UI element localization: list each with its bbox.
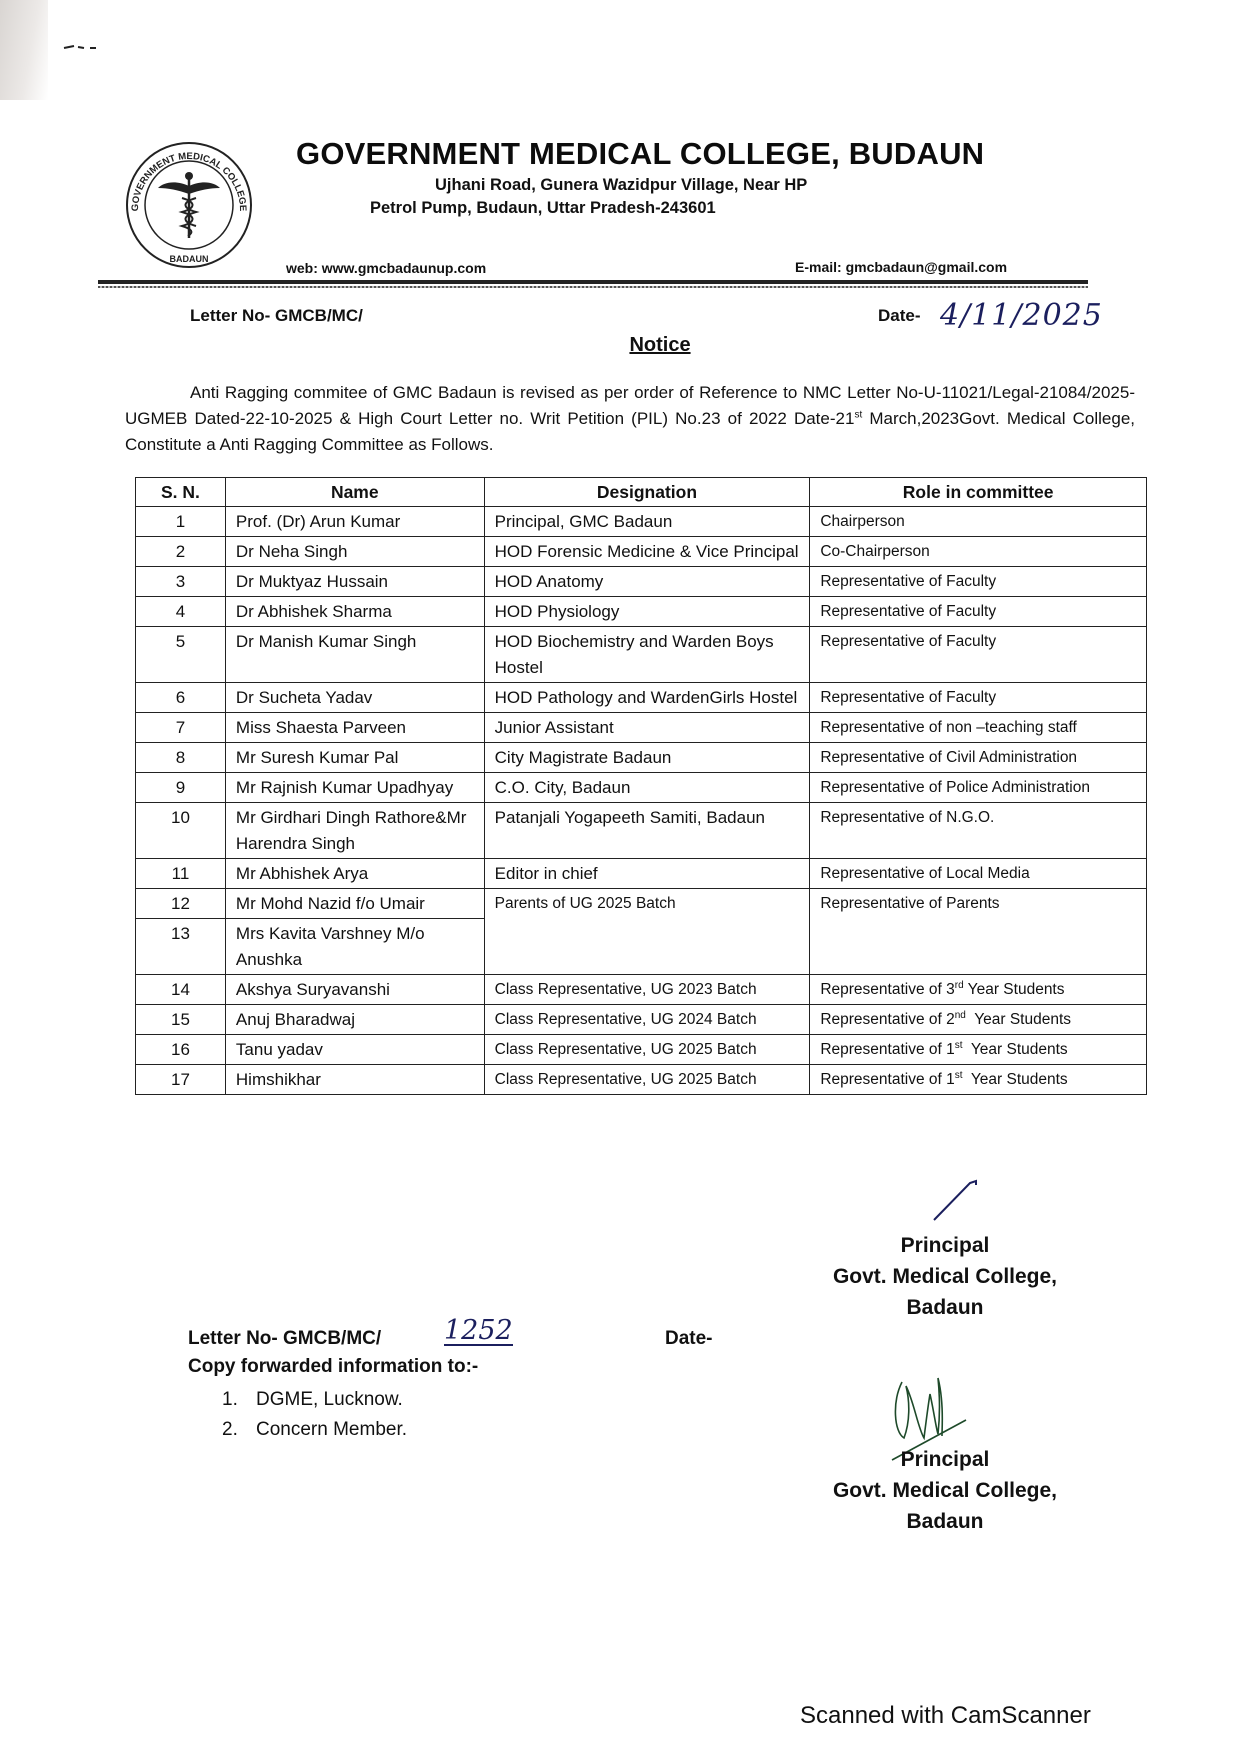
college-name: GOVERNMENT MEDICAL COLLEGE, BUDAUN [296,136,985,171]
table-row [136,713,1147,743]
header-role: Role in committee [810,478,1147,507]
cell-designation: Principal, GMC Badaun [484,507,810,537]
cell-name: Himshikhar [225,1065,484,1095]
cell-name: Dr Abhishek Sharma [225,597,484,627]
table-row [136,507,1147,537]
cell-sn: 12 [136,889,226,919]
cell-sn: 15 [136,1005,226,1035]
cell-role: Representative of 1st Year Students [810,1065,1147,1095]
table-row [136,743,1147,773]
header-designation: Designation [484,478,810,507]
cell-role: Representative of non –teaching staff [810,713,1147,743]
cell-sn: 3 [136,567,226,597]
table-row [136,1065,1147,1095]
notice-title: Notice [629,334,691,356]
cell-name: Mr Mohd Nazid f/o Umair [225,889,484,919]
table-header-row [136,478,1147,507]
table-row [136,859,1147,889]
intro-superscript: st [854,409,863,421]
cell-designation: HOD Anatomy [484,567,810,597]
cell-designation: HOD Physiology [484,597,810,627]
cell-designation: Class Representative, UG 2025 Batch [484,1035,810,1065]
svg-text:BADAUN: BADAUN [169,254,209,264]
cell-designation: Parents of UG 2025 Batch [484,889,810,975]
camscanner-watermark: Scanned with CamScanner [800,1702,1091,1729]
table-row [136,803,1147,859]
signatory-title: Principal [900,1234,990,1257]
cell-role: Co-Chairperson [810,537,1147,567]
cell-name: Mr Suresh Kumar Pal [225,743,484,773]
cell-role: Representative of 1st Year Students [810,1035,1147,1065]
cell-name: Miss Shaesta Parveen [225,713,484,743]
cell-name: Dr Manish Kumar Singh [225,627,484,683]
cell-sn: 4 [136,597,226,627]
intro-text-1: Anti Ragging commitee of GMC Badaun is revised as per order of Reference to NMC Letter No-U-11021/Legal-21084/2025-UGMEB Dated-22-10-2025 & High Court Letter no. Writ Petition (PIL) No.23 of 2022 Date-21 [125,383,1135,428]
letterhead-divider-thin [98,286,1088,288]
cell-sn: 7 [136,713,226,743]
principal-signature-block-1 [815,1230,1075,1323]
table-row [136,683,1147,713]
cell-designation: Class Representative, UG 2023 Batch [484,975,810,1005]
cell-sn: 2 [136,537,226,567]
cell-role: Representative of Parents [810,889,1147,975]
cell-sn: 10 [136,803,226,859]
header-name: Name [225,478,484,507]
letterhead-divider [98,280,1088,284]
signatory-place: Badaun [906,1296,984,1319]
signatory-org: Govt. Medical College, [832,1265,1058,1288]
principal-signature-block-2 [815,1444,1075,1537]
cell-role: Representative of 2nd Year Students [810,1005,1147,1035]
cell-name: Mr Rajnish Kumar Upadhyay [225,773,484,803]
forward-recipient-list [222,1385,407,1445]
forward-date-label: Date- [665,1328,713,1349]
cell-sn: 13 [136,919,226,975]
list-item: 2. Concern Member. [222,1419,408,1440]
committee-table [135,477,1147,1095]
cell-sn: 9 [136,773,226,803]
college-seal-logo [124,140,254,270]
cell-name: Anuj Bharadwaj [225,1005,484,1035]
cell-role: Representative of N.G.O. [810,803,1147,859]
cell-designation: HOD Forensic Medicine & Vice Principal [484,537,810,567]
letter-number: Letter No- GMCB/MC/ [190,306,363,325]
cell-sn: 16 [136,1035,226,1065]
signature-initial-stroke [930,1175,980,1225]
cell-role: Representative of Faculty [810,683,1147,713]
cell-designation: Junior Assistant [484,713,810,743]
table-row [136,1005,1147,1035]
signatory-org: Govt. Medical College, [832,1479,1058,1502]
table-row [136,773,1147,803]
cell-designation: Class Representative, UG 2025 Batch [484,1065,810,1095]
cell-name: Akshya Suryavanshi [225,975,484,1005]
cell-role: Representative of Faculty [810,627,1147,683]
website-text: web: www.gmcbadaunup.com [286,260,487,276]
cell-name: Mr Girdhari Dingh Rathore&Mr Harendra Singh [225,803,484,859]
cell-sn: 14 [136,975,226,1005]
cell-designation: Editor in chief [484,859,810,889]
date-label: Date- [878,306,921,325]
cell-sn: 11 [136,859,226,889]
cell-sn: 1 [136,507,226,537]
cell-designation: C.O. City, Badaun [484,773,810,803]
cell-name: Dr Muktyaz Hussain [225,567,484,597]
cell-role: Representative of Local Media [810,859,1147,889]
cell-designation: HOD Pathology and WardenGirls Hostel [484,683,810,713]
table-row [136,537,1147,567]
cell-role: Representative of Police Administration [810,773,1147,803]
address-line-1: Ujhani Road, Gunera Wazidpur Village, Near HP [435,176,808,194]
table-row [136,627,1147,683]
notice-intro-paragraph [125,380,1135,458]
list-item: 1. DGME, Lucknow. [222,1389,403,1410]
signatory-title: Principal [900,1448,990,1471]
intro-text-2: March,2023Govt. Medical College, Constitute a Anti Ragging Committee as Follows. [125,409,1135,454]
cell-role: Representative of Faculty [810,597,1147,627]
handwritten-date: 4/11/2025 [940,298,1103,333]
cell-designation: City Magistrate Badaun [484,743,810,773]
table-row [136,975,1147,1005]
cell-designation: Class Representative, UG 2024 Batch [484,1005,810,1035]
handwritten-letter-number: 1252 [444,1315,513,1346]
cell-name: Tanu yadav [225,1035,484,1065]
cell-name: Mr Abhishek Arya [225,859,484,889]
cell-sn: 17 [136,1065,226,1095]
cell-designation: Patanjali Yogapeeth Samiti, Badaun [484,803,810,859]
table-row [136,567,1147,597]
scan-artifact-mark [62,44,102,50]
forward-letter-number: Letter No- GMCB/MC/ [188,1328,382,1349]
table-row [136,889,1147,919]
cell-name: Mrs Kavita Varshney M/o Anushka [225,919,484,975]
cell-role: Chairperson [810,507,1147,537]
header-sn: S. N. [136,478,226,507]
svg-text:GOVERNMENT MEDICAL COLLEGE: GOVERNMENT MEDICAL COLLEGE [129,150,249,212]
table-row [136,597,1147,627]
table-row [136,1035,1147,1065]
cell-name: Dr Neha Singh [225,537,484,567]
address-line-2: Petrol Pump, Budaun, Uttar Pradesh-243601 [370,199,716,217]
cell-designation: HOD Biochemistry and Warden Boys Hostel [484,627,810,683]
copy-forwarded-label: Copy forwarded information to:- [188,1356,479,1377]
email-text: E-mail: gmcbadaun@gmail.com [795,259,1008,275]
cell-sn: 6 [136,683,226,713]
cell-sn: 5 [136,627,226,683]
cell-role: Representative of 3rd Year Students [810,975,1147,1005]
cell-role: Representative of Faculty [810,567,1147,597]
cell-name: Prof. (Dr) Arun Kumar [225,507,484,537]
signatory-place: Badaun [906,1510,984,1533]
cell-role: Representative of Civil Administration [810,743,1147,773]
cell-name: Dr Sucheta Yadav [225,683,484,713]
scan-edge-shadow [0,0,48,100]
cell-sn: 8 [136,743,226,773]
